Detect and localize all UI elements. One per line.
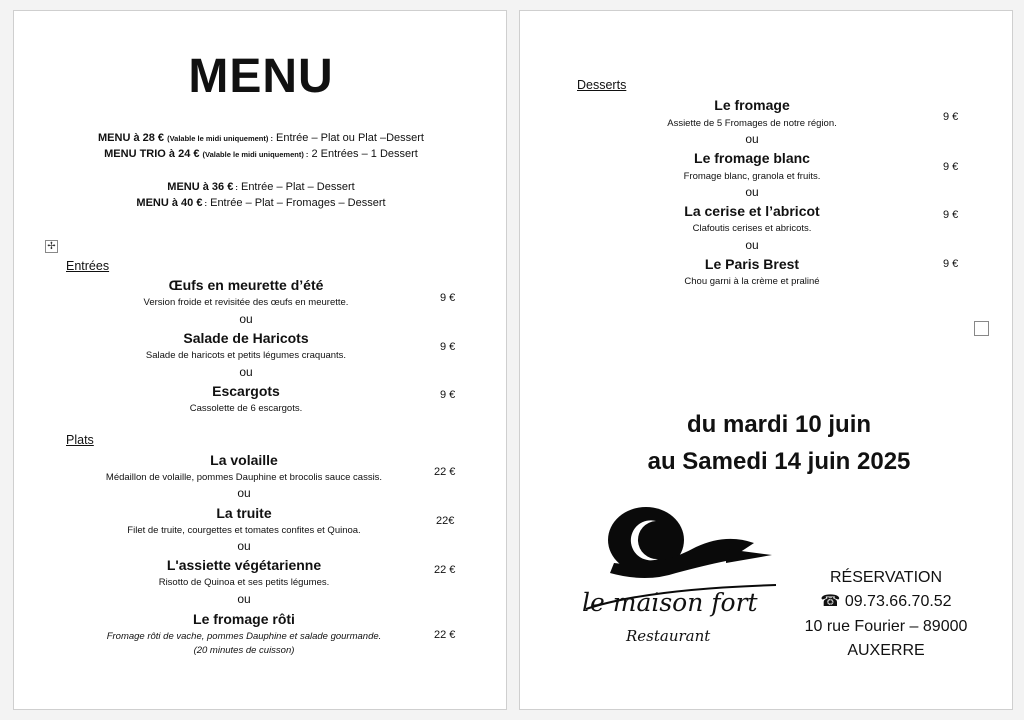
dish-price: 9 € <box>440 292 456 304</box>
dish-description: Filet de truite, courgettes et tomates confites et Quinoa. <box>127 525 361 536</box>
reservation-phone: 09.73.66.70.52 <box>844 593 952 610</box>
dates-line-2: au Samedi 14 juin 2025 <box>647 448 911 475</box>
formula-price: MENU à 28 € <box>98 132 165 144</box>
formula-note: : <box>233 183 238 192</box>
or-separator: ou <box>237 539 251 553</box>
dish-price: 9 € <box>943 209 959 221</box>
or-separator: ou <box>237 486 251 500</box>
dish-description: Assiette de 5 Fromages de notre région. <box>667 118 837 129</box>
logo-subtext: Restaurant <box>626 627 711 645</box>
dates-line-1: du mardi 10 juin <box>686 411 872 438</box>
dish-description: Version froide et revisitée des œufs en meurette. <box>143 297 349 308</box>
formula-trio <box>14 146 508 163</box>
logo-text: le maison fort <box>582 588 758 617</box>
formula-content: Entrée – Plat – Fromages – Dessert <box>207 197 386 209</box>
menu-title: MENU <box>188 50 334 103</box>
or-separator: ou <box>239 365 253 379</box>
reservation-address: 10 rue Fourier – 89000 <box>804 618 968 635</box>
dish-price: 22 € <box>434 564 456 576</box>
dish-description: Cassolette de 6 escargots. <box>189 403 303 414</box>
section-heading-desserts: Desserts <box>577 78 627 92</box>
menu-page-right <box>519 10 1013 710</box>
dish-cooking-time: (20 minutes de cuisson) <box>193 645 295 656</box>
dish-name: Le fromage blanc <box>694 150 810 166</box>
dish-price: 22 € <box>434 629 456 641</box>
logo-graphic <box>576 503 782 653</box>
dish-description: Clafoutis cerises et abricots. <box>692 223 812 234</box>
reservation-phone-line <box>782 590 990 614</box>
dish-description: Médaillon de volaille, pommes Dauphine et brocolis sauce cassis. <box>105 472 383 483</box>
formula-price: MENU à 40 € <box>136 197 203 209</box>
dish-price: 22 € <box>434 466 456 478</box>
table-move-handle-icon[interactable]: ✢ <box>45 240 58 253</box>
dish-name: Salade de Haricots <box>183 330 309 346</box>
or-separator: ou <box>745 238 759 252</box>
section-heading-plats: Plats <box>66 433 94 447</box>
formula-36 <box>14 179 508 196</box>
dish-description: Risotto de Quinoa et ses petits légumes. <box>158 577 330 588</box>
reservation-city: AUXERRE <box>847 642 925 659</box>
formula-28 <box>14 130 508 147</box>
dish-price: 22€ <box>436 515 455 527</box>
dish-description: Chou garni à la crème et praliné <box>684 276 820 287</box>
phone-icon: ☎ <box>820 593 841 610</box>
formula-40 <box>14 195 508 212</box>
dish-name: Escargots <box>212 383 280 399</box>
dish-description: Fromage rôti de vache, pommes Dauphine et salade gourmande. <box>106 631 382 642</box>
dish-name: Œufs en meurette d’été <box>168 277 324 293</box>
formula-note: (Valable le midi uniquement) : <box>167 134 273 143</box>
dish-price: 9 € <box>943 161 959 173</box>
dish-name: L'assiette végétarienne <box>166 557 322 573</box>
formula-note: (Valable le midi uniquement) : <box>202 150 309 159</box>
dish-price: 9 € <box>943 111 959 123</box>
dish-description: Salade de haricots et petits légumes craquants. <box>145 350 347 361</box>
dish-name: La truite <box>216 505 272 521</box>
dish-price: 9 € <box>440 341 456 353</box>
or-separator: ou <box>745 185 759 199</box>
dish-price: 9 € <box>943 258 959 270</box>
dish-name: Le Paris Brest <box>704 256 800 272</box>
formula-content: Entrée – Plat – Dessert <box>237 181 355 193</box>
dish-description: Fromage blanc, granola et fruits. <box>683 171 821 182</box>
checkbox[interactable] <box>974 321 989 336</box>
dish-name: La volaille <box>210 452 278 468</box>
dish-price: 9 € <box>440 389 456 401</box>
formula-price: MENU à 36 € <box>167 181 234 193</box>
formula-price: MENU TRIO à 24 € <box>104 148 200 160</box>
restaurant-logo <box>576 503 782 653</box>
menu-page-left <box>13 10 507 710</box>
formula-content: Entrée – Plat ou Plat –Dessert <box>272 132 424 144</box>
or-separator: ou <box>237 592 251 606</box>
reservation-title: RÉSERVATION <box>829 569 943 586</box>
or-separator: ou <box>745 132 759 146</box>
or-separator: ou <box>239 312 253 326</box>
dish-name: Le fromage rôti <box>193 611 295 627</box>
formula-content: 2 Entrées – 1 Dessert <box>308 148 418 160</box>
section-heading-entrees: Entrées <box>66 259 110 273</box>
formula-note: : <box>202 199 208 208</box>
dish-name: La cerise et l’abricot <box>684 203 820 219</box>
dish-name: Le fromage <box>714 97 790 113</box>
